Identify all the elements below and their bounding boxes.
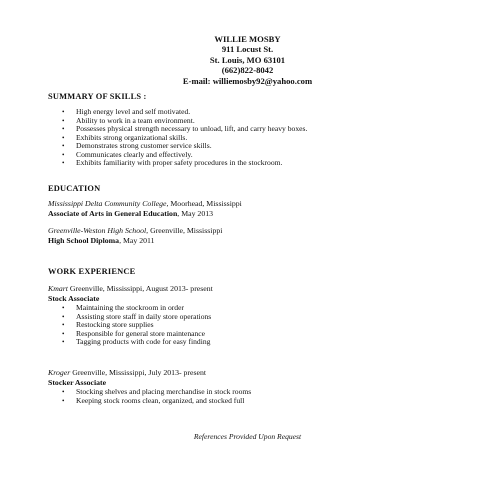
bullet-icon: •: [62, 142, 65, 150]
city-state-zip: St. Louis, MO 63101: [209, 54, 286, 65]
phone-number: (662)822-8042: [221, 65, 274, 76]
school-name: Mississippi Delta Community College: [48, 199, 167, 208]
bullet-icon: •: [62, 321, 65, 329]
job-details: Greenville, Mississippi, August 2013- present: [67, 284, 213, 293]
degree-name: High School Diploma: [48, 236, 120, 245]
duties-list: [62, 388, 251, 405]
list-item: [62, 159, 307, 168]
bullet-icon: •: [62, 108, 65, 116]
list-item: [62, 397, 251, 406]
list-item: [62, 338, 211, 347]
job-line: [48, 284, 213, 293]
skill-text: Exhibits strong organizational skills.: [76, 132, 188, 142]
bullet-icon: •: [62, 150, 65, 159]
school-line: [48, 226, 222, 235]
duty-text: Tagging products with code for easy finding: [76, 337, 211, 346]
school-line: [48, 199, 242, 208]
bullet-icon: •: [62, 133, 65, 142]
bullet-icon: •: [62, 388, 65, 396]
job-role: Stock Associate: [48, 294, 100, 303]
bullet-icon: •: [62, 329, 65, 338]
degree-line: [48, 236, 155, 245]
duty-text: Stocking shelves and placing merchandise in stock rooms: [76, 387, 252, 396]
contact-header: [0, 34, 495, 86]
school-location: , Greenville, Mississippi: [146, 226, 223, 235]
duty-text: Restocking store supplies: [76, 320, 154, 329]
skills-list: [62, 108, 307, 168]
degree-date: , May 2013: [177, 209, 214, 218]
education-heading: EDUCATION: [48, 184, 101, 193]
school-location: , Moorhead, Mississippi: [166, 199, 242, 208]
applicant-name: WILLIE MOSBY: [214, 34, 281, 44]
bullet-icon: •: [62, 338, 65, 346]
degree-date: , May 2011: [119, 236, 155, 245]
experience-heading: WORK EXPERIENCE: [48, 267, 136, 276]
bullet-icon: •: [62, 396, 65, 405]
degree-name: Associate of Arts in General Education: [48, 209, 178, 218]
company-name: Kroger: [48, 368, 71, 377]
duty-text: Responsible for general store maintenance: [76, 328, 206, 338]
skill-text: High energy level and self motivated.: [76, 107, 191, 116]
street-address: 911 Locust St.: [221, 44, 274, 55]
references-note: References Provided Upon Request: [193, 432, 302, 441]
bullet-icon: •: [62, 304, 65, 312]
bullet-icon: •: [62, 125, 65, 133]
job-role: Stocker Associate: [48, 378, 107, 387]
skill-text: Communicates clearly and effectively.: [76, 149, 193, 159]
job-line: [48, 368, 206, 377]
bullet-icon: •: [62, 116, 65, 125]
bullet-icon: •: [62, 312, 65, 321]
skill-text: Ability to work in a team environment.: [76, 115, 195, 125]
skill-text: Possesses physical strength necessary to unload, lift, and carry heavy boxes.: [76, 124, 308, 133]
school-name: Greenville-Weston High School: [48, 226, 147, 235]
company-name: Kmart: [48, 284, 68, 293]
degree-line: [48, 209, 213, 218]
email-address: E-mail: williemosby92@yahoo.com: [182, 75, 313, 86]
duty-text: Assisting store staff in daily store operations: [76, 311, 212, 321]
skills-heading: SUMMARY OF SKILLS :: [48, 92, 147, 101]
duty-text: Maintaining the stockroom in order: [76, 303, 184, 312]
bullet-icon: •: [62, 159, 65, 167]
duties-list: [62, 304, 211, 347]
duty-text: Keeping stock rooms clean, organized, and stocked full: [76, 395, 245, 405]
skill-text: Exhibits familiarity with proper safety procedures in the stockroom.: [76, 158, 283, 167]
job-details: Greenville, Mississippi, July 2013- present: [70, 368, 207, 377]
skill-text: Demonstrates strong customer service skills.: [76, 141, 212, 150]
